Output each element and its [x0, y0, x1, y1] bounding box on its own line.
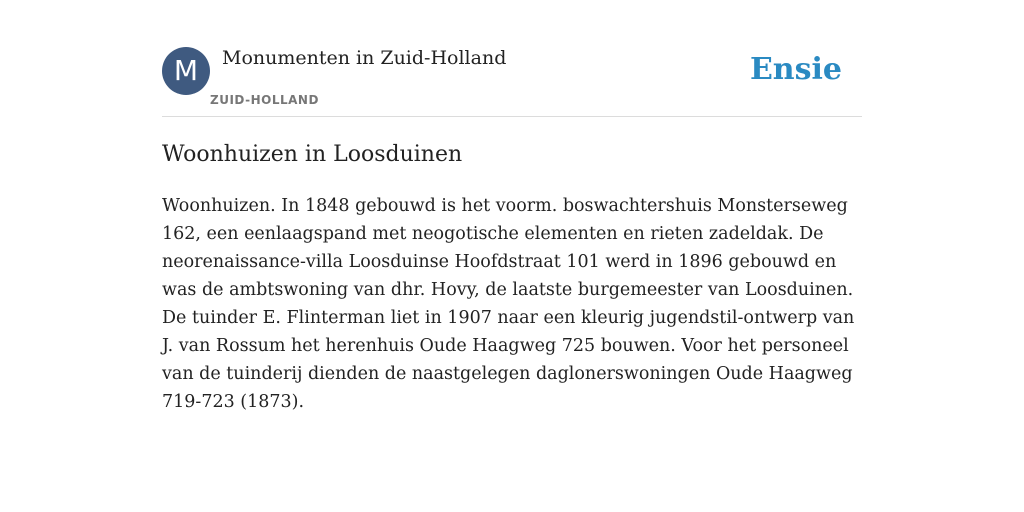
article-body: Woonhuizen. In 1848 gebouwd is het voorm. boswachtershuis Monsterseweg 162, een eenlaagspand met neogotische elementen en rieten zadeldak. De neorenaissance-villa Loosduinse Hoofdstraat 101 werd in 1896 gebouwd en was de ambtswoning van dhr. Hovy, de laatste burgemeester van Loosduinen. De tuinder E. Flinterman liet in 1907 naar een kleurig jugendstil-ontwerp van J. van Rossum het herenhuis Oude Haagweg 725 bouwen. Voor het personeel van de tuinderij dienden de naastgelegen daglonerswoningen Oude Haagweg 719-723 (1873). [162, 196, 855, 412]
avatar[interactable]: M [162, 47, 210, 95]
source-subtitle[interactable]: ZUID-HOLLAND [210, 93, 319, 107]
source-title[interactable]: Monumenten in Zuid-Holland [222, 47, 507, 69]
header [162, 46, 862, 117]
brand-logo[interactable]: Ensie [749, 52, 842, 87]
article-title: Woonhuizen in Loosduinen [162, 142, 463, 167]
